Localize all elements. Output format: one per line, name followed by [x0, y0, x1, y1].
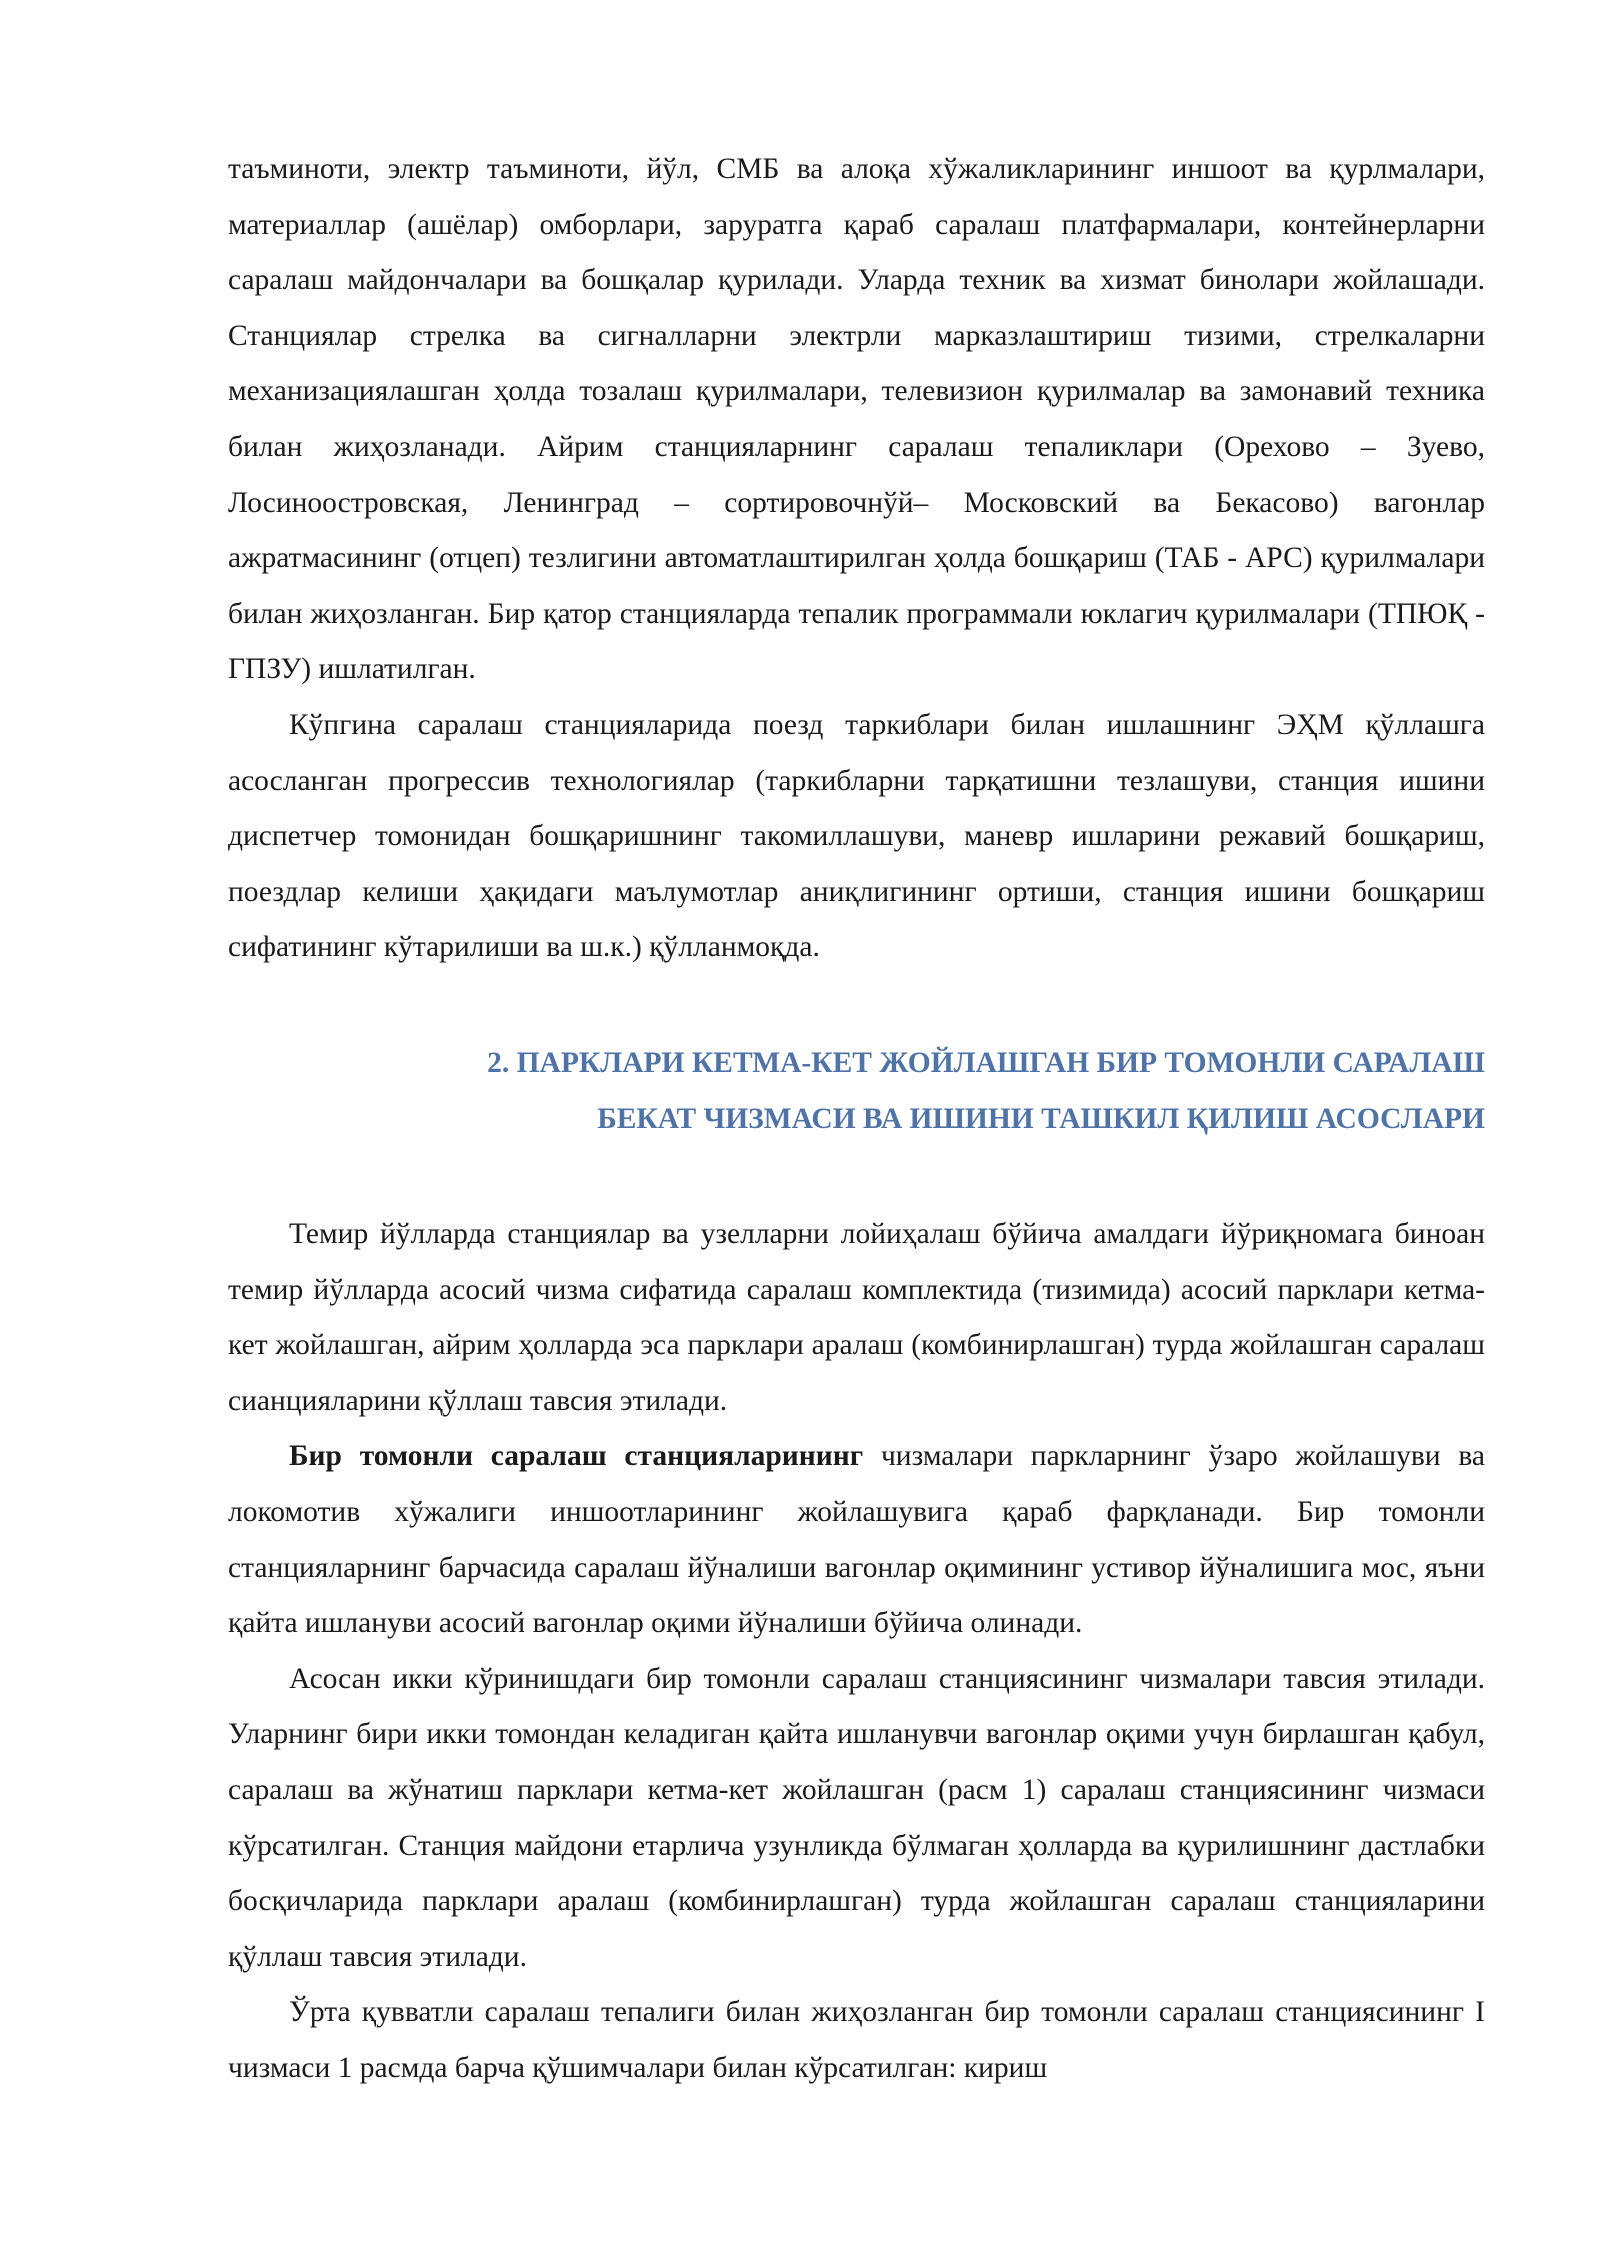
paragraph-4: [228, 1429, 1485, 1651]
spacer: [228, 976, 1485, 1036]
page-body: [228, 142, 1485, 2097]
section-heading: [228, 1036, 1485, 1147]
paragraph-2: Кўпгина саралаш станцияларида поезд таркиблари билан ишлашнинг ЭҲМ қўллашга асосланган прогрессив технологиялар (таркибларни тарқатишни тезлашуви, станция ишини диспетчер томонидан бошқаришнинг такомиллашуви, маневр ишларини режавий бошқариш, поездлар келиши ҳақидаги маълумотлар аниқлигининг ортиши, станция ишини бошқариш сифатининг кўтарилиши ва ш.к.) қўлланмоқда.: [228, 708, 1485, 964]
paragraph-3: Темир йўлларда станциялар ва узелларни лойиҳалаш бўйича амалдаги йўриқномага биноан темир йўлларда асосий чизма сифатида саралаш комплектида (тизимида) асосий парклари кетма-кет жойлашган, айрим ҳолларда эса парклари аралаш (комбинирлашган) турда жойлашган саралаш сианцияларини қўллаш тавсия этилади.: [228, 1218, 1485, 1417]
paragraph-4-text: чизмалари паркларнинг ўзаро жойлашуви ва локомотив хўжалиги иншоотларининг жойлашувига қараб фарқланади. Бир томонли станцияларнинг барчасида саралаш йўналиши вагонлар оқимининг устивор йўналишига мос, яъни қайта ишлануви асосий вагонлар оқими йўналиши бўйича олинади.: [228, 1440, 1485, 1640]
section-heading-line-1: 2. ПАРКЛАРИ КЕТМА-КЕТ ЖОЙЛАШГАН БИР ТОМОНЛИ САРАЛАШ: [487, 1046, 1485, 1079]
paragraph-5: Асосан икки кўринишдаги бир томонли саралаш станциясининг чизмалари тавсия этилади. Уларнинг бири икки томондан келадиган қайта ишланувчи вагонлар оқими учун бирлашган қабул, саралаш ва жўнатиш парклари кетма-кет жойлашган (расм 1) саралаш станциясининг чизмаси кўрсатилган. Станция майдони етарлича узунликда бўлмаган ҳолларда ва қурилишнинг дастлабки босқичларида парклари аралаш (комбинирлашган) турда жойлашган саралаш станцияларини қўллаш тавсия этилади.: [228, 1662, 1485, 1973]
paragraph-6: Ўрта қувватли саралаш тепалиги билан жиҳозланган бир томонли саралаш станциясининг I чизмаси 1 расмда барча қўшимчалари билан кўрсатилган: кириш: [228, 1996, 1485, 2084]
paragraph-4-bold-lead: Бир томонли саралаш станцияларининг: [289, 1440, 864, 1473]
paragraph-1: таъминоти, электр таъминоти, йўл, СМБ ва алоқа хўжаликларининг иншоот ва қурлмалари, материаллар (ашёлар) омборлари, заруратга қараб саралаш платфармалари, контейнерларни саралаш майдончалари ва бошқалар қурилади. Уларда техник ва хизмат бинолари жойлашади. Станциялар стрелка ва сигналларни электрли марказлаштириш тизими, стрелкаларни механизациялашган ҳолда тозалаш қурилмалари, телевизион қурилмалар ва замонавий техника билан жиҳозланади. Айрим станцияларнинг саралаш тепаликлари (Орехово – Зуево, Лосиноостровская, Ленинград – сортировочнўй– Московский ва Бекасово) вагонлар ажратмасининг (отцеп) тезлигини автоматлаштирилган ҳолда бошқариш (ТАБ - АРС) қурилмалари билан жиҳозланган. Бир қатор станцияларда тепалик программали юклагич қурилмалари (ТПЮҚ - ГПЗУ) ишлатилган.: [228, 153, 1485, 686]
spacer: [228, 1147, 1485, 1207]
section-heading-line-2: БЕКАТ ЧИЗМАСИ ВА ИШИНИ ТАШКИЛ ҚИЛИШ АСОСЛАРИ: [597, 1102, 1485, 1135]
